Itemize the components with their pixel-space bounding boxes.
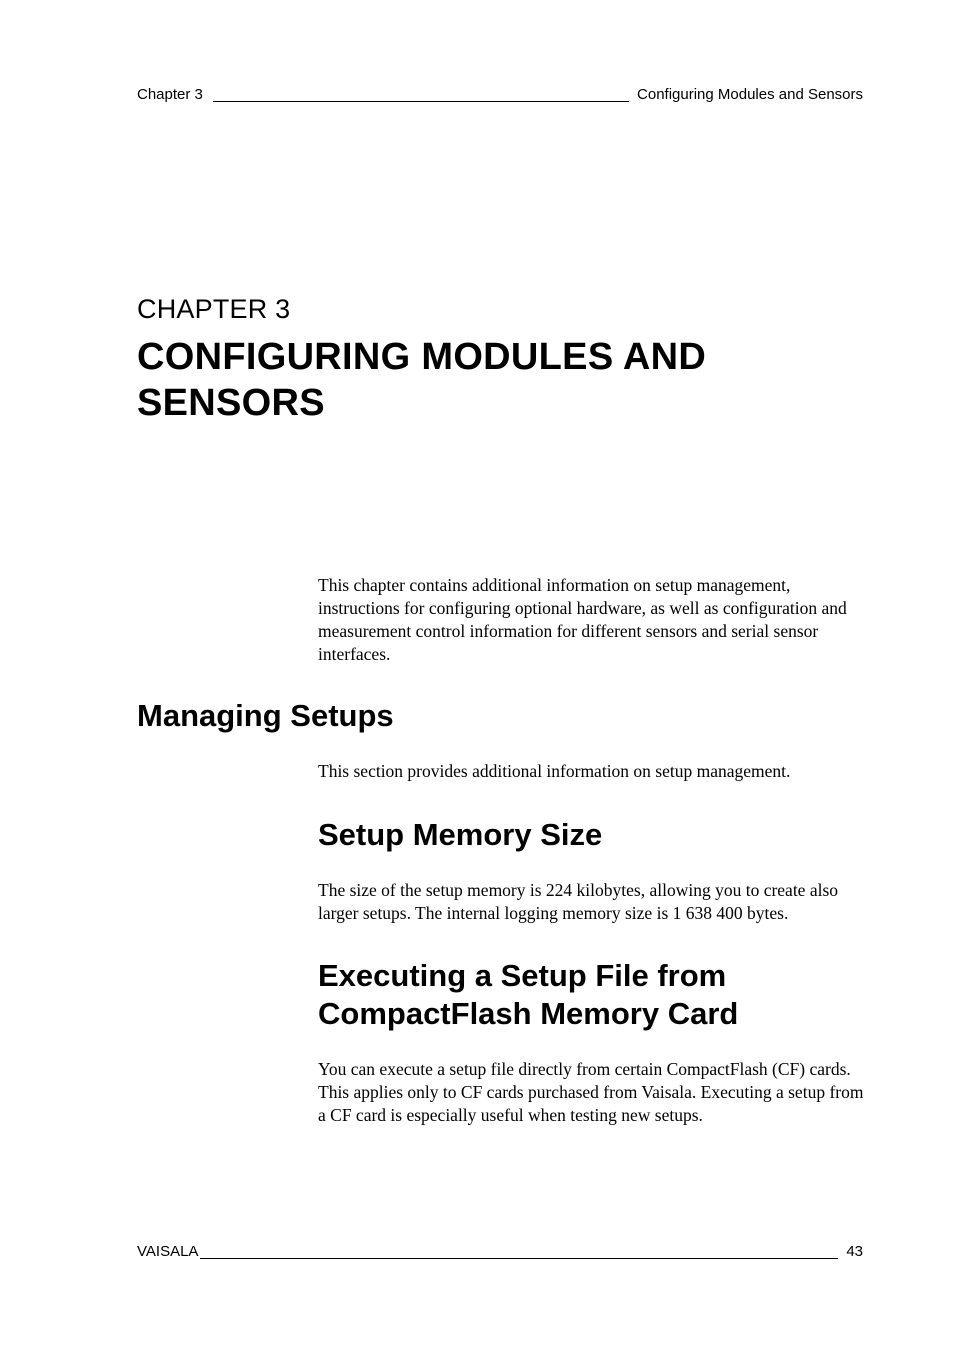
- managing-setups-heading: Managing Setups: [137, 698, 394, 733]
- header-title: Configuring Modules and Sensors: [637, 86, 863, 103]
- intro-paragraph: This chapter contains additional information on setup management, instructions for configuring optional hardware, as well as configuration and measurement control information for different sensors and serial sensor interfaces.: [318, 575, 847, 664]
- executing-setup-heading: Executing a Setup File from CompactFlash Memory Card: [318, 958, 739, 1031]
- managing-setups-text: This section provides additional information on setup management.: [318, 761, 791, 781]
- footer-rule: [200, 1258, 838, 1259]
- running-header: [137, 86, 863, 103]
- executing-setup-text: You can execute a setup file directly from certain CompactFlash (CF) cards. This applies only to CF cards purchased from Vaisala. Executing a setup from a CF card is especially useful when testing new setups.: [318, 1059, 864, 1125]
- setup-memory-text: The size of the setup memory is 224 kilobytes, allowing you to create also larger setups. The internal logging memory size is 1 638 400 bytes.: [318, 880, 839, 923]
- setup-memory-heading: Setup Memory Size: [318, 817, 603, 852]
- header-chapter: Chapter 3: [137, 86, 203, 103]
- footer-brand: VAISALA: [137, 1243, 199, 1260]
- chapter-label: CHAPTER 3: [137, 294, 291, 324]
- header-rule: [213, 101, 629, 102]
- running-footer: [137, 1243, 863, 1260]
- page-number: 43: [846, 1243, 863, 1260]
- chapter-title: CONFIGURING MODULES AND SENSORS: [137, 336, 707, 424]
